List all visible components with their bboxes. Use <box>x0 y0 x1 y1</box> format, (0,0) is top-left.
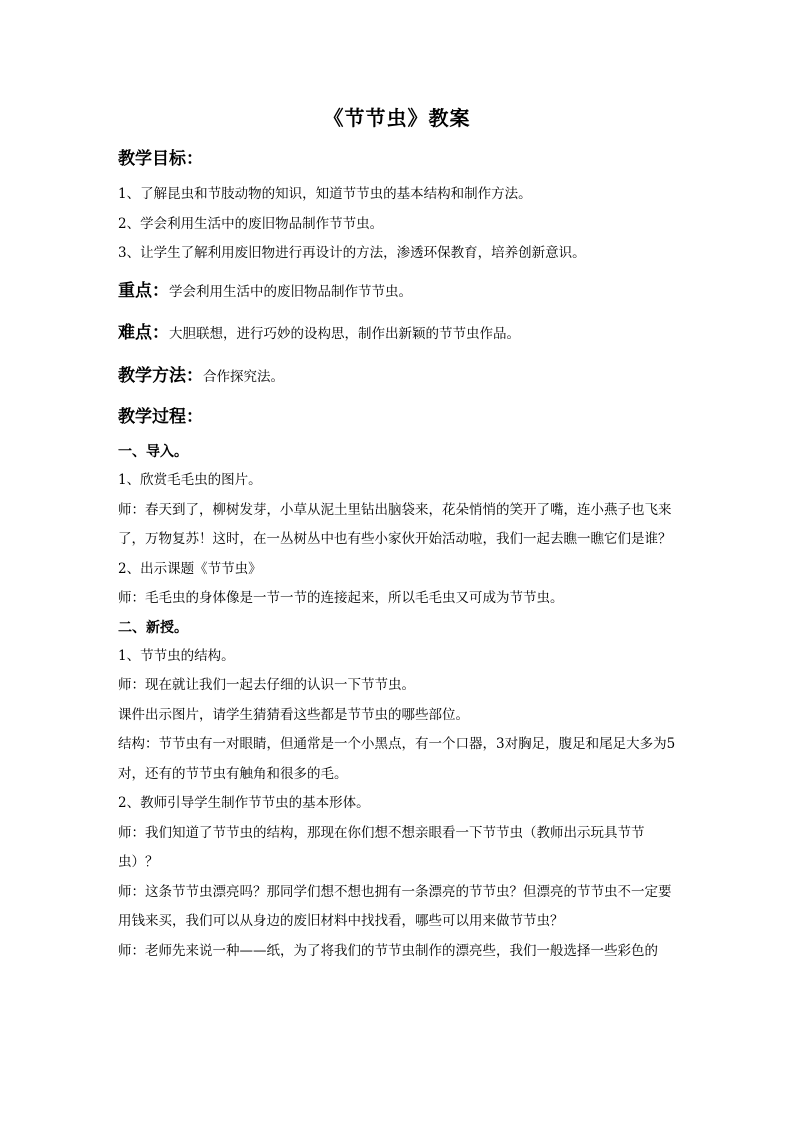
method-paragraph <box>118 362 678 393</box>
key-point-text: 学会利用生活中的废旧物品制作节节虫。 <box>169 283 412 300</box>
new-lesson-line-5: 2、教师引导学生制作节节虫的基本形体。 <box>118 795 370 811</box>
key-point-label: 重点： <box>118 280 169 301</box>
goal-item-2: 2、学会利用生活中的废旧物品制作节节虫。 <box>118 215 384 232</box>
new-lesson-line-2: 师：现在就让我们一起去仔细的认识一下节节虫。 <box>118 677 415 693</box>
intro-line-4: 师：毛毛虫的身体像是一节一节的连接起来，所以毛毛虫又可成为节节虫。 <box>118 590 564 606</box>
difficulty-label: 难点： <box>118 323 169 343</box>
process-heading: 教学过程： <box>118 407 203 427</box>
intro-line-3: 2、出示课题《节节虫》 <box>118 560 262 577</box>
intro-line-2: 师：春天到了，柳树发芽，小草从泥土里钻出脑袋来，花朵悄悄的笑开了嘴，连小燕子也飞来了，万物复苏！这时，在一丛树丛中也有些小家伙开始活动啦，我们一起去瞧一瞧它们是谁？ <box>118 501 672 547</box>
new-lesson-line-4: 结构：节节虫有一对眼睛，但通常是一个小黑点，有一个口器，3对胸足，腹足和尾足大多为5对，还有的节节虫有触角和很多的毛。 <box>118 736 676 782</box>
intro-line-1: 1、欣赏毛毛虫的图片。 <box>118 472 262 488</box>
new-lesson-line-7: 师：这条节节虫漂亮吗？那同学们想不想也拥有一条漂亮的节节虫？但漂亮的节节虫不一定要用钱来买，我们可以从身边的废旧材料中找找看，哪些可以用来做节节虫？ <box>118 883 672 929</box>
key-point-paragraph <box>118 277 678 308</box>
document-body <box>118 146 678 966</box>
goals-heading: 教学目标： <box>118 149 203 169</box>
goal-item-3: 3、让学生了解利用废旧物进行再设计的方法，渗透环保教育，培养创新意识。 <box>118 245 586 261</box>
goal-item-1: 1、了解昆虫和节肢动物的知识，知道节节虫的基本结构和制作方法。 <box>118 186 532 202</box>
new-lesson-line-3: 课件出示图片，请学生猜猜看这些都是节节虫的哪些部位。 <box>118 706 469 723</box>
new-lesson-line-1: 1、节节虫的结构。 <box>118 647 235 664</box>
method-text: 合作探究法。 <box>203 368 284 385</box>
difficulty-paragraph <box>118 319 678 350</box>
difficulty-text: 大胆联想，进行巧妙的设构思，制作出新颖的节节虫作品。 <box>169 326 520 342</box>
document-title: 《节节虫》教案 <box>323 106 471 130</box>
new-lesson-line-8: 师：老师先来说一种——纸，为了将我们的节节虫制作的漂亮些，我们一般选择一些彩色的 <box>118 942 658 959</box>
intro-heading: 一、导入。 <box>118 444 188 460</box>
new-lesson-line-6: 师：我们知道了节节虫的结构，那现在你们想不想亲眼看一下节节虫（教师出示玩具节节虫）？ <box>118 824 645 870</box>
method-label: 教学方法： <box>118 365 203 386</box>
new-lesson-heading: 二、新授。 <box>118 619 188 636</box>
